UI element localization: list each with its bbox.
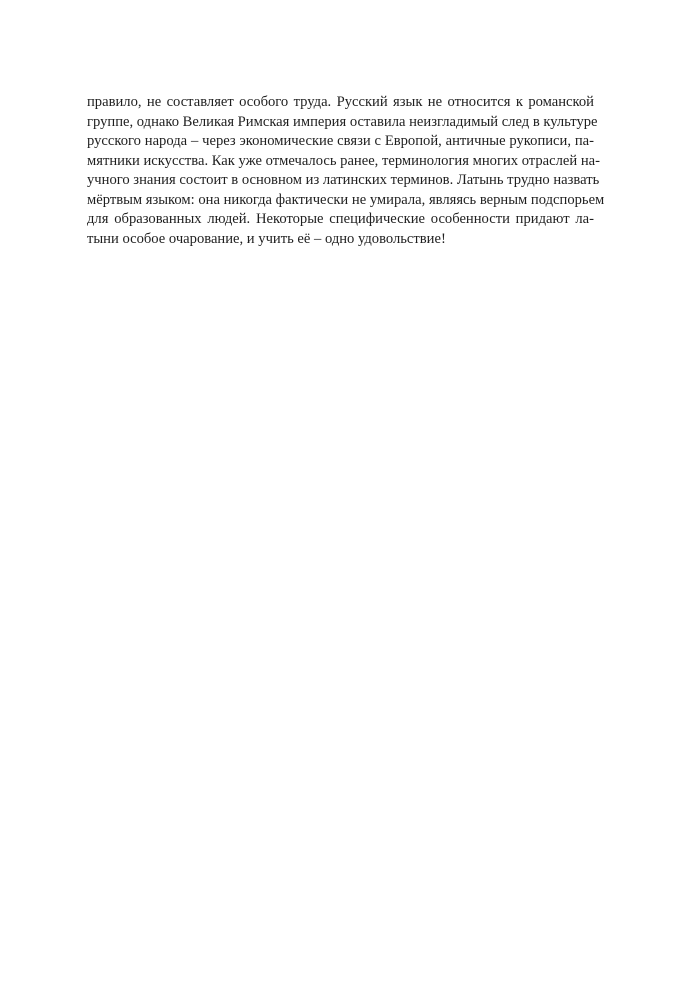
body-paragraph: [87, 93, 605, 249]
paragraph-line-7: для образованных людей. Некоторые специфические особенности придают ла-: [87, 211, 594, 227]
paragraph-line-3: русского народа – через экономические связи с Европой, античные рукописи, па-: [87, 133, 594, 149]
paragraph-line-2: группе, однако Великая Римская империя оставила неизгладимый след в культуре: [87, 113, 598, 130]
paragraph-line-1: правило, не составляет особого труда. Русский язык не относится к романской: [87, 94, 594, 110]
paragraph-line-8: тыни особое очарование, и учить её – одно удовольствие!: [87, 230, 446, 247]
paragraph-line-6: мёртвым языком: она никогда фактически не умирала, являясь верным подспорьем: [87, 191, 605, 208]
paragraph-line-5: учного знания состоит в основном из латинских терминов. Латынь трудно назвать: [87, 172, 600, 188]
paragraph-line-4: мятники искусства. Как уже отмечалось ранее, терминология многих отраслей на-: [87, 152, 600, 169]
